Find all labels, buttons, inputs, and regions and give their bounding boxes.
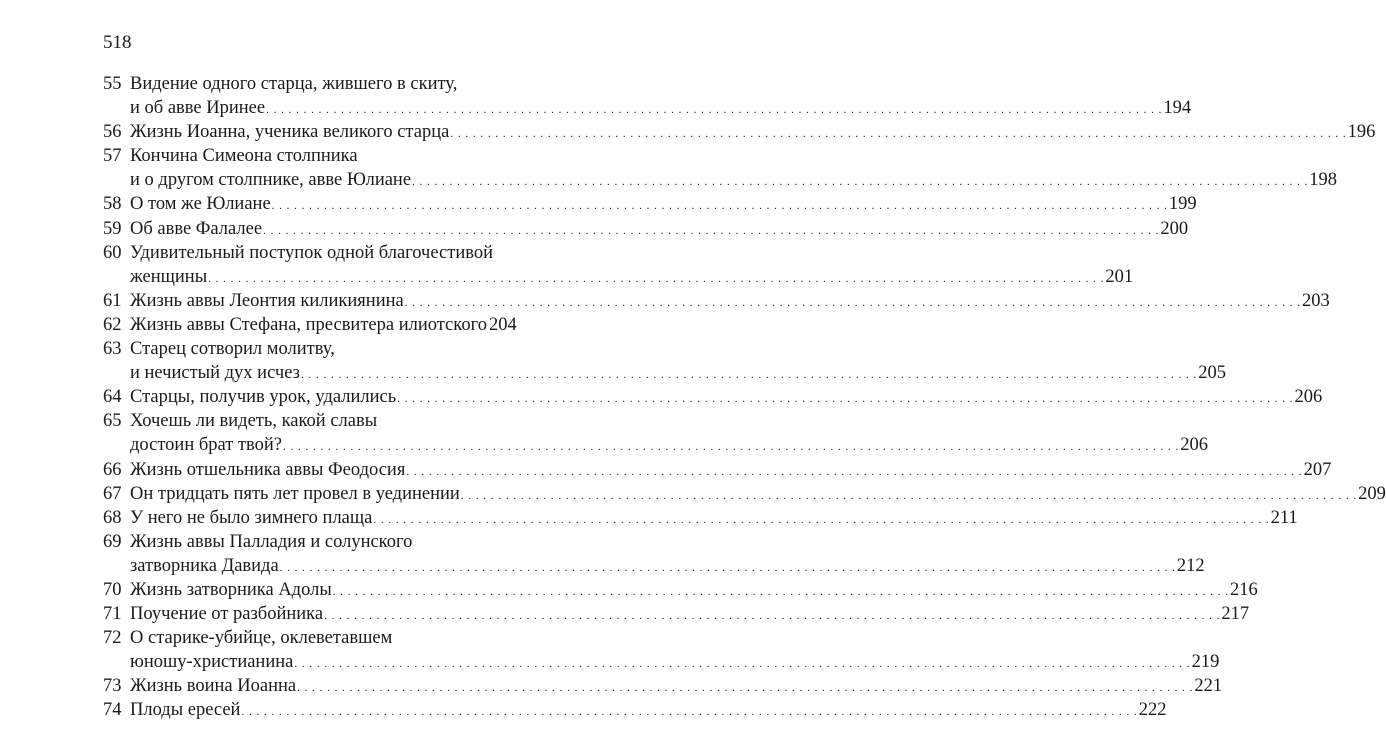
toc-entry-page: 203 xyxy=(1301,290,1330,311)
toc-entry-title-line: Жизнь воина Иоанна xyxy=(130,676,297,697)
toc-entry-number: 55 xyxy=(103,74,122,94)
toc-entry-number: 70 xyxy=(103,579,122,600)
toc-entry-page: 211 xyxy=(1270,507,1298,528)
toc-entry-page: 205 xyxy=(1198,363,1226,384)
toc-entry-title-line: Удивительный поступок одной благочестивой xyxy=(130,242,493,263)
dot-leader: . . . . . . . . . . . . . . . . . . . . . . . . . . . . . . . . . . . . . . . . . . . . . . . . . . . . . . . . . . . . . . . . . . . . . . . . . . . . . . . . . . . . . . . . . . . . . . . . . . . . . . . . . . . . . . . . . . . . . . . . xyxy=(279,561,1176,574)
toc-entry-number: 57 xyxy=(103,146,122,167)
dot-leader: . . . . . . . . . . . . . . . . . . . . . . . . . . . . . . . . . . . . . . . . . . . . . . . . . . . . . . . . . . . . . . . . . . . . . . . . . . . . . . . . . . . . . . . . . . . . . . . . . . . . . . . . . . . . . . . . . . . . . . . . xyxy=(404,296,1301,309)
toc-entry[interactable] xyxy=(103,482,1386,506)
dot-leader: . . . . . . . . . . . . . . . . . . . . . . . . . . . . . . . . . . . . . . . . . . . . . . . . . . . . . . . . . . . . . . . . . . . . . . . . . . . . . . . . . . . . . . . . . . . . . . . . . . . . . . . . . . . . . . . . . . . . . . . . xyxy=(406,465,1303,478)
dot-leader: . . . . . . . . . . . . . . . . . . . . . . . . . . . . . . . . . . . . . . . . . . . . . . . . . . . . . . . . . . . . . . . . . . . . . . . . . . . . . . . . . . . . . . . . . . . . . . . . . . . . . . . . . . . . . . . . . . . . . . . . xyxy=(283,441,1180,454)
toc-entry[interactable] xyxy=(103,217,1189,241)
dot-leader: . . . . . . . . . . . . . . . . . . . . . . . . . . . . . . . . . . . . . . . . . . . . . . . . . . . . . . . . . . . . . . . . . . . . . . . . . . . . . . . . . . . . . . . . . . . . . . . . . . . . . . . . . . . . . . . . . . . . . . . . xyxy=(271,200,1168,213)
dot-leader: . . . . . . . . . . . . . . . . . . . . . . . . . . . . . . . . . . . . . . . . . . . . . . . . . . . . . . . . . . . . . . . . . . . . . . . . . . . . . . . . . . . . . . . . . . . . . . . . . . . . . . . . . . . . . . . . . . . . . . . . xyxy=(324,610,1221,623)
dot-leader: . . . . . . . . . . . . . . . . . . . . . . . . . . . . . . . . . . . . . . . . . . . . . . . . . . . . . . . . . . . . . . . . . . . . . . . . . . . . . . . . . . . . . . . . . . . . . . . . . . . . . . . . . . . . . . . . . . . . . . . . xyxy=(263,224,1160,237)
toc-entry-title-line: Видение одного старца, жившего в скиту, xyxy=(130,74,458,94)
toc-entry[interactable] xyxy=(103,458,1332,482)
toc-entry-title-line: У него не было зимнего плаща xyxy=(130,507,373,528)
dot-leader: . . . . . . . . . . . . . . . . . . . . . . . . . . . . . . . . . . . . . . . . . . . . . . . . . . . . . . . . . . . . . . . . . . . . . . . . . . . . . . . . . . . . . . . . . . . . . . . . . . . . . . . . . . . . . . . . . . . . . . . . xyxy=(300,369,1198,382)
dot-leader: . . . . . . . . . . . . . . . . . . . . . . . . . . . . . . . . . . . . . . . . . . . . . . . . . . . . . . . . . . . . . . . . . . . . . . . . . . . . . . . . . . . . . . . . . . . . . . . . . . . . . . . . . . . . . . . . . . . . . . . . xyxy=(241,706,1138,719)
toc-entry-title-line: Жизнь отшельника аввы Феодосия xyxy=(130,459,406,480)
toc-entry[interactable] xyxy=(103,530,1205,578)
toc-entry-number: 74 xyxy=(103,700,122,721)
toc-entry[interactable] xyxy=(103,674,1223,698)
toc-entry-number: 64 xyxy=(103,387,122,408)
toc-entry[interactable] xyxy=(103,506,1298,530)
toc-entry-number: 69 xyxy=(103,531,122,552)
toc-entry[interactable] xyxy=(103,578,1258,602)
toc-entry-title-line: Хочешь ли видеть, какой славы xyxy=(130,411,378,432)
dot-leader: . . . . . . . . . . . . . . . . . . . . . . . . . . . . . . . . . . . . . . . . . . . . . . . . . . . . . . . . . . . . . . . . . . . . . . . . . . . . . . . . . . . . . . . . . . . . . . . . . . . . . . . . . . . . . . . . . . . . . . . . xyxy=(460,489,1358,502)
toc-entry-title-line: Жизнь затворника Адолы xyxy=(130,579,332,600)
toc-entry[interactable] xyxy=(103,144,1338,192)
toc-entry[interactable] xyxy=(103,313,517,337)
toc-entry-page: 217 xyxy=(1221,604,1250,625)
toc-entry-title-line: достоин брат твой? xyxy=(130,435,283,456)
toc-entry-title-line: Плоды ересей xyxy=(130,700,241,721)
toc-entry-page: 219 xyxy=(1191,652,1220,673)
table-of-contents xyxy=(103,72,1386,723)
page-number: 518 xyxy=(103,32,132,53)
toc-entry-title-line: Поучение от разбойника xyxy=(130,604,324,625)
toc-entry-page: 206 xyxy=(1294,387,1323,408)
toc-entry[interactable] xyxy=(103,289,1330,313)
toc-entry-number: 73 xyxy=(103,676,122,697)
toc-entry-number: 68 xyxy=(103,507,122,528)
toc-entry-title-line: и нечистый дух исчез xyxy=(130,363,300,384)
dot-leader: . . . . . . . . . . . . . . . . . . . . . . . . . . . . . . . . . . . . . . . . . . . . . . . . . . . . . . . . . . . . . . . . . . . . . . . . . . . . . . . . . . . . . . . . . . . . . . . . . . . . . . . . . . . . . . . . . . . . . . . . xyxy=(208,272,1105,285)
toc-entry-page: 196 xyxy=(1347,122,1376,143)
toc-entry-number: 61 xyxy=(103,290,122,311)
toc-entry-number: 58 xyxy=(103,194,122,215)
dot-leader: . . . . . . . . . . . . . . . . . . . . . . . . . . . . . . . . . . . . . . . . . . . . . . . . . . . . . . . . . . . . . . . . . . . . . . . . . . . . . . . . . . . . . . . . . . . . . . . . . . . . . . . . . . . . . . . . . . . . . . . . xyxy=(373,513,1270,526)
toc-entry-page: 204 xyxy=(488,314,517,335)
toc-entry-number: 56 xyxy=(103,122,122,143)
toc-entry-title-line: Старец сотворил молитву, xyxy=(130,339,335,360)
toc-entry-title-line: и о другом столпнике, авве Юлиане xyxy=(130,170,412,191)
toc-entry-number: 62 xyxy=(103,314,122,335)
toc-entry[interactable] xyxy=(103,120,1376,144)
toc-entry-title-line: и об авве Иринее xyxy=(130,98,266,119)
toc-entry-number: 63 xyxy=(103,339,122,360)
toc-entry-title-line: Об авве Фалалее xyxy=(130,218,263,239)
toc-entry-title-line: Жизнь аввы Палладия и солунского xyxy=(130,531,413,552)
toc-entry-page: 212 xyxy=(1176,555,1205,576)
dot-leader: . . . . . . . . . . . . . . . . . . . . . . . . . . . . . . . . . . . . . . . . . . . . . . . . . . . . . . . . . . . . . . . . . . . . . . . . . . . . . . . . . . . . . . . . . . . . . . . . . . . . . . . . . . . . . . . . . . . . . . . . xyxy=(294,658,1191,671)
toc-entry-title-line: Жизнь аввы Леонтия киликиянина xyxy=(130,290,404,311)
toc-entry-title-line: О том же Юлиане xyxy=(130,194,271,215)
toc-entry-number: 60 xyxy=(103,242,122,263)
toc-entry-page: 201 xyxy=(1105,266,1134,287)
toc-entry-page: 222 xyxy=(1138,700,1167,721)
toc-entry-page: 221 xyxy=(1194,676,1223,697)
toc-entry-page: 207 xyxy=(1303,459,1332,480)
toc-entry-number: 65 xyxy=(103,411,122,432)
dot-leader: . . . . . . . . . . . . . . . . . . . . . . . . . . . . . . . . . . . . . . . . . . . . . . . . . . . . . . . . . . . . . . . . . . . . . . . . . . . . . . . . . . . . . . . . . . . . . . . . . . . . . . . . . . . . . . . . . . . . . . . . xyxy=(297,682,1194,695)
toc-entry-number: 72 xyxy=(103,628,122,649)
toc-entry-title-line: О старике-убийце, оклеветавшем xyxy=(130,628,393,649)
dot-leader: . . . . . . . . . . . . . . . . . . . . . . . . . . . . . . . . . . . . . . . . . . . . . . . . . . . . . . . . . . . . . . . . . . . . . . . . . . . . . . . . . . . . . . . . . . . . . . . . . . . . . . . . . . . . . . . . . . . . . . . . xyxy=(397,393,1294,406)
toc-entry-title-line: Старцы, получив урок, удалились xyxy=(130,387,397,408)
toc-entry[interactable] xyxy=(103,385,1323,409)
toc-entry-title-line: Он тридцать пять лет провел в уединении xyxy=(130,483,460,504)
toc-entry-title-line: Кончина Симеона столпника xyxy=(130,146,358,167)
toc-entry-number: 66 xyxy=(103,459,122,480)
toc-entry-number: 59 xyxy=(103,218,122,239)
dot-leader: . . . . . . . . . . . . . . . . . . . . . . . . . . . . . . . . . . . . . . . . . . . . . . . . . . . . . . . . . . . . . . . . . . . . . . . . . . . . . . . . . . . . . . . . . . . . . . . . . . . . . . . . . . . . . . . . . . . . . . . . xyxy=(412,176,1309,189)
toc-entry-page: 206 xyxy=(1180,435,1209,456)
toc-entry-page: 199 xyxy=(1168,194,1197,215)
toc-entry-number: 71 xyxy=(103,604,122,625)
toc-entry-title-line: затворника Давида xyxy=(130,555,279,576)
toc-entry-number: 67 xyxy=(103,483,122,504)
dot-leader: . . . . . . . . . . . . . . . . . . . . . . . . . . . . . . . . . . . . . . . . . . . . . . . . . . . . . . . . . . . . . . . . . . . . . . . . . . . . . . . . . . . . . . . . . . . . . . . . . . . . . . . . . . . . . . . . . . . . . . . . xyxy=(266,104,1163,117)
toc-entry-page: 200 xyxy=(1160,218,1189,239)
toc-entry-page: 216 xyxy=(1230,579,1258,600)
toc-entry[interactable] xyxy=(103,192,1197,216)
toc-entry[interactable] xyxy=(103,626,1220,674)
toc-entry[interactable] xyxy=(103,409,1209,457)
toc-entry[interactable] xyxy=(103,337,1226,385)
toc-entry-title-line: Жизнь Иоанна, ученика великого старца xyxy=(130,122,450,143)
toc-entry-page: 209 xyxy=(1358,483,1386,504)
toc-entry-title-line: юношу-христианина xyxy=(130,652,294,673)
toc-entry-page: 194 xyxy=(1163,98,1192,119)
dot-leader: . . . . . . . . . . . . . . . . . . . . . . . . . . . . . . . . . . . . . . . . . . . . . . . . . . . . . . . . . . . . . . . . . . . . . . . . . . . . . . . . . . . . . . . . . . . . . . . . . . . . . . . . . . . . . . . . . . . . . . . . xyxy=(332,585,1230,598)
dot-leader: . . . . . . . . . . . . . . . . . . . . . . . . . . . . . . . . . . . . . . . . . . . . . . . . . . . . . . . . . . . . . . . . . . . . . . . . . . . . . . . . . . . . . . . . . . . . . . . . . . . . . . . . . . . . . . . . . . . . . . . . xyxy=(450,128,1347,141)
toc-entry[interactable] xyxy=(103,241,1134,289)
toc-entry[interactable] xyxy=(103,72,1192,120)
toc-entry-title-line: женщины xyxy=(130,266,208,287)
toc-entry-page: 198 xyxy=(1309,170,1338,191)
toc-entry[interactable] xyxy=(103,602,1250,626)
toc-entry-title-line: Жизнь аввы Стефана, пресвитера илиотского xyxy=(130,314,487,335)
toc-entry[interactable] xyxy=(103,698,1167,722)
